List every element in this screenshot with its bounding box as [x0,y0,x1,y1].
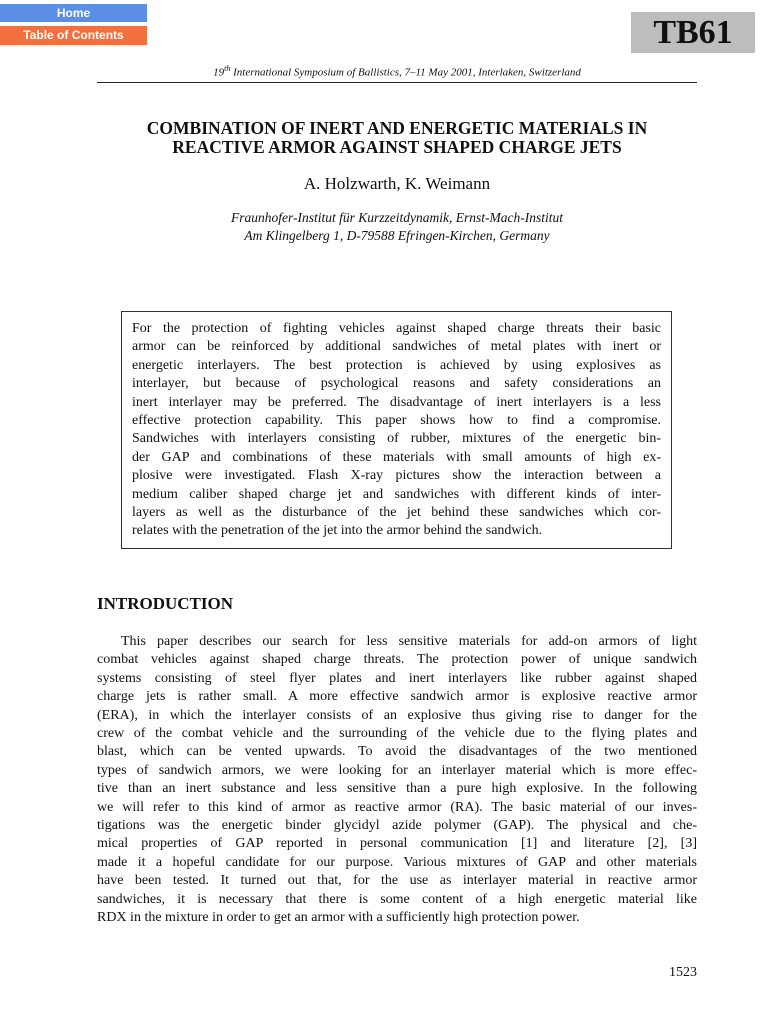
running-head-ordinal: 19 [213,66,225,79]
affiliation-line: Fraunhofer-Institut für Kurzzeitdynamik, Ernst-Mach-Institut [231,210,563,225]
abstract-line: interlayer, but because of psychological reasons and safety considerations an [132,376,661,392]
paragraph-line: mical properties of GAP reported in personal communication [1] and literature [2], [3] [97,836,697,852]
abstract-line: relates with the penetration of the jet into the armor behind the sandwich. [132,523,543,539]
page-number: 1523 [669,965,697,980]
affiliation-line: Am Klingelberg 1, D-79588 Efringen-Kirchen, Germany [244,228,550,243]
title-line: REACTIVE ARMOR AGAINST SHAPED CHARGE JETS [172,137,622,157]
paragraph-line: blast, which can be vented upwards. To avoid the disadvantages of the two mentioned [97,744,697,760]
abstract-line: Sandwiches with interlayers consisting of rubber, mixtures of the energetic bin- [132,431,661,447]
paragraph-line: combat vehicles against shaped charge threats. The protection power of unique sandwich [97,652,697,668]
paragraph-line: we will refer to this kind of armor as reactive armor (RA). The basic material of our inves- [97,799,697,815]
paragraph-line: (ERA), in which the interlayer consists of an explosive thus giving rise to danger for the [97,707,697,723]
abstract-line: For the protection of fighting vehicles against shaped charge threats their basic [132,321,661,336]
abstract-box [121,311,672,549]
introduction-paragraph [97,633,697,928]
running-head-text: International Symposium of Ballistics, 7–11 May 2001, Interlaken, Switzerland [230,66,581,79]
paragraph-line: tive than an inert substance and less sensitive than a pure high explosive. In the following [97,781,697,797]
title-line: COMBINATION OF INERT AND ENERGETIC MATERIALS IN [146,118,648,138]
paper-code-badge: TB61 [631,12,755,53]
paragraph-line: types of sandwich armors, we were looking for an interlayer material which is more effec- [97,762,697,778]
abstract-line: effective protection capability. This paper shows how to find a compromise. [132,413,661,429]
section-heading-introduction: INTRODUCTION [97,594,234,613]
abstract-line: inert interlayer may be preferred. The disadvantage of inert interlayers is a less [132,394,661,410]
affiliation [97,209,697,245]
paragraph-line: crew of the combat vehicle and the surrounding of the vehicle due to the flying plates and [97,726,697,742]
paragraph-line: systems consisting of steel flyer plates and inert interlayers like rubber against shaped [97,670,697,686]
home-button[interactable]: Home [0,4,147,22]
paper-title [97,119,697,157]
paragraph-line: have been tested. It turned out that, for the use as interlayer material in reactive armor [97,873,697,889]
running-head-ordinal-suffix: th [224,64,231,73]
abstract-line: energetic interlayers. The best protection is achieved by using explosives as [132,357,661,373]
paragraph-line: tigations was the energetic binder glycidyl azide polymer (GAP). The physical and che- [97,818,697,834]
paragraph-line: charge jets is rather small. A more effective sandwich armor is explosive reactive armor [97,689,697,705]
table-of-contents-button[interactable]: Table of Contents [0,26,147,45]
abstract-line: plosive were investigated. Flash X-ray pictures show the interaction between a [132,468,661,484]
paragraph-line: RDX in the mixture in order to get an armor with a sufficiently high protection power. [97,910,580,926]
paragraph-line: This paper describes our search for less sensitive materials for add-on armors of light [121,634,697,649]
authors: A. Holzwarth, K. Weimann [303,174,491,193]
paragraph-line: made it a hopeful candidate for our purpose. Various mixtures of GAP and other materials [97,854,697,870]
abstract-line: der GAP and combinations of these materials with small amounts of high ex- [132,449,661,465]
abstract-line: layers as well as the disturbance of the jet behind these sandwiches which cor- [132,505,661,521]
header-rule [97,82,697,83]
abstract-line: armor can be reinforced by additional sandwiches of metal plates with inert or [132,339,661,355]
paragraph-line: sandwiches, it is necessary that there is some content of a high energetic material like [97,891,697,907]
abstract-line: medium caliber shaped charge jet and sandwiches with different kinds of inter- [132,486,661,502]
running-head [97,64,697,79]
